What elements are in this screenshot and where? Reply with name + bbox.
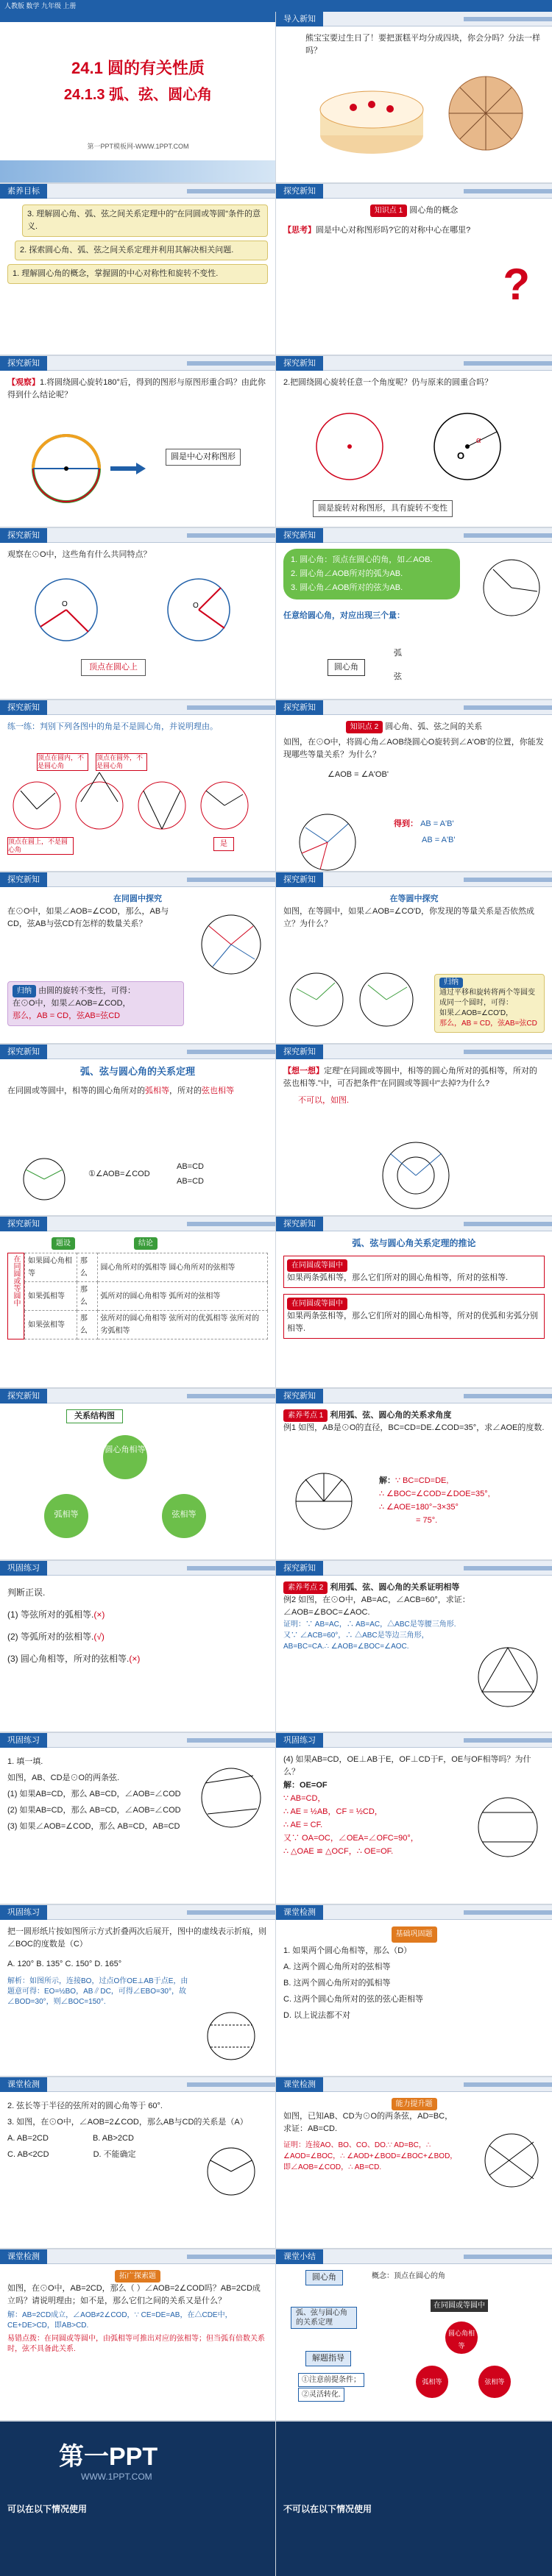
footer-brand: 第一PPT	[59, 2443, 158, 2471]
section-tag: 课堂检测	[276, 2077, 323, 2092]
quiz-4-proof: 证明：连接AO、BO、CO、DO.∵ AD=BC，∴ ∠AOD=∠BOC，∴ ∠AOD+∠BOD=∠BOC+∠BOD，即∠AOB=∠COD，∴ AB=CD.	[283, 2141, 458, 2171]
knowledge-point-badge: 知识点 2	[346, 721, 383, 733]
summary-step-1: ①注意前提条件；	[298, 2373, 364, 2387]
formula-2: AB=CD	[177, 1162, 204, 1171]
fill-4-diagram	[471, 1790, 545, 1864]
slide-relation[interactable]	[276, 700, 552, 871]
slide-equal-circles[interactable]	[276, 872, 552, 1043]
structure-node-3: 弦相等	[162, 1494, 206, 1538]
fill-4-line-5: ∴ △OAE ≌ △OCF，∴ OE=OF.	[283, 1847, 394, 1856]
slide-quiz-1[interactable]	[276, 1905, 552, 2076]
tf-item-3: (3) 圆心角相等，所对的弦相等.	[7, 1654, 130, 1664]
cake-slices-icon	[445, 73, 526, 154]
section-tag: 导入新知	[276, 12, 323, 26]
slide-definition[interactable]	[276, 528, 552, 699]
table-head-2: 结论	[134, 1237, 158, 1250]
observe-label: 【观察】	[7, 378, 40, 387]
slide-example-2[interactable]	[276, 1561, 552, 1732]
tf-question: 判断正误.	[7, 1587, 46, 1598]
summary-1: 通过平移和旋转将两个等圆变成同一个圆时，可得：	[439, 989, 535, 1007]
slide-table[interactable]	[0, 1217, 276, 1387]
slide-practice[interactable]	[0, 700, 276, 871]
footer-url: WWW.1PPT.COM	[81, 2472, 152, 2482]
slide-structure[interactable]	[0, 1389, 276, 1559]
summary-3: 那么，AB = CD，弦AB=弦CD	[439, 1020, 537, 1028]
slide-example-1[interactable]	[276, 1389, 552, 1559]
section-tag: 巩固练习	[276, 1733, 323, 1748]
section-tag: 素养目标	[0, 184, 47, 199]
fold-options: A. 120° B. 135° C. 150° D. 165°	[7, 1960, 122, 1968]
slide-extension[interactable]	[0, 2249, 276, 2420]
theorem-diagram	[7, 1153, 81, 1205]
think-text: 定理"在同圆或等圆中，相等的圆心角所对的弧相等，所对的弦也相等."中，可否把条件"在同圆或等圆中"去掉?为什么?	[283, 1067, 537, 1088]
same-circle-question: 在⊙O中，如果∠AOB=∠COD，那么，AB与CD，弦AB与弦CD有怎样的数量关系？	[7, 907, 169, 928]
example-2-diagram	[471, 1640, 545, 1714]
practice-circles	[7, 772, 269, 839]
theorem-text-2: ，所对的	[169, 1086, 202, 1095]
footer-right-title: 不可以在以下情况使用	[283, 2504, 372, 2514]
slide-subtitle: 24.1.3 弧、弦、圆心角	[63, 87, 213, 103]
quiz-3-option-d[interactable]: D. 不能确定	[93, 2150, 136, 2159]
tf-answer-2: (√)	[93, 1632, 105, 1642]
table-row: 如果弧相等 那么 弧所对的圆心角相等 弧所对的弦相等	[25, 1282, 268, 1311]
think-answer: 不可以，如图.	[298, 1096, 350, 1105]
fill-4-line-4: 又∵ OA=OC，∠OEA=∠OFC=90°，	[283, 1834, 419, 1843]
summary-concept: 概念：顶点在圆心的角	[372, 2272, 445, 2280]
corollary-2-head: 在同圆或等圆中	[287, 1298, 347, 1310]
footer-right[interactable]	[276, 2422, 552, 2576]
center-angle-node: 圆心角	[328, 659, 365, 676]
section-tag: 探究新知	[0, 528, 47, 543]
extension-note: 易错点拨：在同圆或等圆中，由弧相等可推出对应的弦相等；但当弧有倍数关系时，弦不具备此关系.	[7, 2335, 265, 2353]
section-tag: 课堂小结	[276, 2249, 323, 2264]
section-tag: 课堂检测	[0, 2249, 47, 2264]
rotation-conclusion: 圆是旋转对称图形，具有旋转不变性	[313, 500, 453, 517]
solution-3: ∴ ∠AOE=180°−3×35°	[379, 1503, 459, 1512]
knowledge-point-title: 圆心角的概念	[409, 206, 459, 215]
think-label: 【想一想】	[283, 1067, 324, 1075]
think-text: 圆是中心对称图形吗?它的对称中心在哪里?	[316, 226, 471, 235]
relation-question: 如图，在⊙O中，将圆心角∠AOB绕圆心O旋转到∠A'OB'的位置，你能发现哪些等量关系？为什么？	[283, 738, 544, 759]
chord-node: 弦	[394, 672, 402, 681]
slide-concept[interactable]	[276, 184, 552, 355]
summary-1: 由圆的旋转不变性，可得：	[38, 986, 136, 995]
slide-intro[interactable]	[276, 12, 552, 182]
section-tag: 探究新知	[276, 1389, 323, 1403]
conclusion-box: 圆是中心对称图形	[166, 449, 241, 466]
proof-text: 证明：∵ AB=AC，∴ AB=AC，△ABC是等腰三角形.又∵ ∠ACB=60°，∴ △ABC是等边三角形，AB=BC=CA.∴ ∠AOB=∠BOC=∠AOC.	[283, 1620, 456, 1651]
summary-head: 归纳	[13, 985, 36, 997]
section-tag: 探究新知	[276, 872, 323, 887]
theorem-chord: 弦也相等	[202, 1086, 234, 1095]
fold-solution: 解析：如图所示，连接BO，过点O作OE⊥AB于点E，由题意可得：EO=½BO，AB∥DC，可得∠EBO=30°，故∠BOD=30°，则∠BOC=150°.	[7, 1977, 188, 2006]
theorem-title: 弧、弦与圆心角的关系定理	[79, 1066, 195, 1077]
summary-box	[434, 974, 545, 1033]
quiz-4-diagram	[478, 2127, 545, 2193]
goal-1: 1. 理解圆心角的概念，掌握圆的中心对称性和旋转不变性.	[7, 264, 268, 284]
fill-4-sol: 解：OE=OF	[283, 1781, 328, 1790]
slide-fill[interactable]	[0, 1733, 276, 1904]
quiz-option-b[interactable]: B. 这两个圆心角所对的弧相等	[283, 1979, 391, 1988]
corollary-title: 弧、弦与圆心角关系定理的推论	[352, 1238, 476, 1248]
slide-summary[interactable]	[276, 2249, 552, 2420]
equation-2: AB = A'B'	[420, 819, 454, 828]
section-tag: 探究新知	[276, 356, 323, 371]
extension-question: 如图，在⊙O中，AB=2CD，那么（ ）∠AOB=2∠COD吗？AB=2CD成立吗？请说明理由；如不是，那么它们之间的关系又是什么？	[7, 2284, 261, 2305]
top-bar	[0, 0, 552, 12]
summary-2: 如果∠AOB=∠CO'D，	[439, 1009, 514, 1017]
theorem-arc: 弧相等	[145, 1086, 169, 1095]
section-tag: 课堂检测	[276, 1905, 323, 1920]
summary-tri-top: 在同圆或等圆中	[431, 2299, 488, 2312]
corollary-1: 如果两条弧相等，那么它们所对的圆心角相等，所对的弦相等.	[287, 1273, 509, 1282]
example-text: 例1 如图，AB是⊙O的直径，BC=CD=DE.∠COD=35°，求∠AOE的度数.	[283, 1423, 545, 1432]
example-tag: 素养考点 1	[283, 1409, 328, 1422]
table-head-1: 题设	[52, 1237, 75, 1250]
angle-alpha-label: α	[476, 436, 481, 445]
rotation-circle-diagram	[15, 428, 147, 509]
slide-fill-4[interactable]	[276, 1733, 552, 1904]
footer-left[interactable]	[0, 2422, 276, 2576]
summary-3: 那么，AB = CD，弦AB=弦CD	[13, 1011, 121, 1020]
section-tag: 探究新知	[276, 700, 323, 715]
summary-step-2: ②灵活转化.	[298, 2388, 344, 2402]
example-1-diagram	[283, 1468, 364, 1534]
quiz-badge: 拓广探索题	[115, 2270, 160, 2283]
observe-text: 1.将圆绕圆心旋转180°后，得到的图形与原图形重合吗？由此你得到什么结论呢？	[7, 378, 266, 399]
observe-question: 观察在⊙O中，这些角有什么共同特点？	[7, 550, 152, 559]
rotated-angle-diagram	[291, 809, 364, 871]
tf-item-2: (2) 等弧所对的弦相等.	[7, 1632, 94, 1642]
slide-theorem[interactable]	[0, 1045, 276, 1215]
example-text: 例2 如图，在⊙O中，AB=AC，∠ACB=60°，求证：∠AOB=∠BOC=∠AOC.	[283, 1595, 470, 1617]
tf-item-1: (1) 等弦所对的弧相等.	[7, 1609, 94, 1620]
example-title: 利用弧、弦、圆心角的关系证明相等	[330, 1583, 460, 1592]
note-1: 顶点在圆内，不是圆心角	[37, 753, 88, 771]
fill-4-question: (4) 如果AB=CD，OE⊥AB于E，OF⊥CD于F，OE与OF相等吗？为什么？	[283, 1755, 531, 1776]
relation-table	[24, 1253, 268, 1339]
equation-1: ∠AOB = ∠A'OB'	[328, 770, 389, 779]
knowledge-point-title: 圆心角、弧、弦之间的关系	[385, 722, 483, 731]
structure-node-1: 圆心角相等	[103, 1435, 147, 1479]
definition-3: 3. 圆心角∠AOB所对的弦为AB.	[291, 583, 403, 592]
rotation-circles-diagram	[283, 406, 534, 487]
same-circle-diagram	[194, 908, 268, 981]
note-2: 顶点在圆外，不是圆心角	[96, 753, 147, 771]
table-row: 如果弦相等 那么 弦所对的圆心角相等 弦所对的优弧相等 弦所对的劣弧相等	[25, 1311, 268, 1339]
slide-corollary[interactable]	[276, 1217, 552, 1387]
fill-intro: 如图，AB、CD是⊙O的两条弦.	[7, 1773, 120, 1782]
summary-head: 归纳	[439, 978, 463, 988]
section-tag: 探究新知	[276, 184, 323, 199]
quiz-option-a[interactable]: A. 这两个圆心角所对的弦相等	[283, 1963, 391, 1971]
summary-box	[7, 981, 184, 1026]
arc-node: 弧	[394, 649, 402, 658]
section-tag: 探究新知	[0, 872, 47, 887]
fill-4-line-3: ∴ AE = CF.	[283, 1821, 323, 1829]
summary-tri-3: 弦相等	[478, 2366, 511, 2398]
get-label: 得到：	[394, 819, 418, 828]
corollary-2: 如果两条弦相等，那么它们所对的圆心角相等，所对的优弧和劣弧分别相等.	[287, 1312, 538, 1333]
quiz-badge: 基础巩固题	[392, 1926, 437, 1943]
relation-title: 任意给圆心角，对应出现三个量：	[283, 611, 405, 620]
slide-fold[interactable]	[0, 1905, 276, 2076]
section-tag: 探究新知	[0, 1045, 47, 1059]
solution-1: ∵ BC=CD=DE,	[395, 1476, 449, 1485]
quiz-3-option-a[interactable]: A. AB=2CD	[7, 2134, 49, 2143]
equation-3: AB = A'B'	[422, 836, 456, 844]
summary-node-2: 弧、弦与圆心角的关系定理	[291, 2307, 357, 2329]
rotation-question: 2.把圆绕圆心旋转任意一个角度呢？仍与原来的圆重合吗？	[283, 378, 493, 387]
quiz-3-diagram	[202, 2142, 261, 2201]
definition-2: 2. 圆心角∠AOB所对的弧为AB.	[291, 569, 403, 578]
section-tag: 课堂检测	[0, 2077, 47, 2092]
definition-panel	[283, 549, 460, 599]
slide-footer-text: 第一PPT模板网-WWW.1PPT.COM	[87, 143, 189, 150]
quiz-3-option-c[interactable]: C. AB<2CD	[7, 2150, 49, 2159]
slide-think[interactable]	[276, 1045, 552, 1215]
footer-left-title: 可以在以下情况使用	[7, 2504, 88, 2514]
fill-1: (1) 如果AB=CD，那么 AB=CD，∠AOB=∠COD	[7, 1790, 181, 1798]
summary-2: 在⊙O中，如果∠AOB=∠COD，	[13, 999, 131, 1008]
slide-quiz-2[interactable]	[0, 2077, 276, 2248]
circle1-center-label: O	[62, 600, 68, 608]
structure-node-2: 弧相等	[44, 1494, 88, 1538]
slide-true-false[interactable]	[0, 1561, 276, 1732]
intro-text: 熊宝宝要过生日了！要把蛋糕平均分成四块，你会分吗？分法一样吗？	[305, 34, 540, 55]
fill-4-line-1: ∵ AB=CD，	[283, 1794, 326, 1803]
section-tag: 探究新知	[0, 700, 47, 715]
summary-node-3: 解题指导	[305, 2351, 351, 2366]
quiz-3-question: 3. 如图，在⊙O中，∠AOB=2∠COD，那么AB与CD的关系是（A）	[7, 2118, 248, 2127]
knowledge-point-badge: 知识点 1	[370, 204, 407, 217]
concentric-circles-diagram	[372, 1139, 460, 1212]
quiz-2-question: 2. 弦长等于半径的弦所对的圆心角等于 60°.	[7, 2102, 163, 2110]
fill-2: (2) 如果AB=CD，那么 AB=CD，∠AOB=∠COD	[7, 1806, 181, 1815]
quiz-option-d[interactable]: D. 以上说法都不对	[283, 2011, 351, 2020]
section-tag: 探究新知	[276, 1045, 323, 1059]
central-angles-diagram	[7, 569, 265, 650]
summary-tri-2: 弧相等	[416, 2366, 448, 2398]
center-o-label: O	[457, 450, 465, 461]
slide-quiz-4[interactable]	[276, 2077, 552, 2248]
slide-rotation[interactable]	[276, 356, 552, 527]
corollary-1-head: 在同圆或等圆中	[287, 1259, 347, 1272]
caption-box: 顶点在圆心上	[81, 659, 146, 676]
definition-circle	[478, 555, 545, 621]
circle2-center-label: O	[193, 602, 199, 610]
solution-4: = 75°.	[416, 1516, 438, 1525]
solution-head: 解：	[379, 1476, 395, 1485]
quiz-question: 1. 如果两个圆心角相等，那么（D）	[283, 1946, 412, 1955]
section-tag: 探究新知	[0, 1389, 47, 1403]
section-tag: 探究新知	[276, 528, 323, 543]
slide-observe[interactable]	[0, 356, 276, 527]
section-tag: 巩固练习	[0, 1561, 47, 1576]
section-tag: 探究新知	[276, 1217, 323, 1231]
definition-1: 1. 圆心角：顶点在圆心的角，如∠AOB.	[291, 555, 433, 564]
slide-title[interactable]	[0, 12, 276, 182]
goal-3: 3. 理解圆心角、弧、弦之间关系定理中的"在同圆或等圆"条件的意义.	[22, 204, 268, 237]
same-circle-title: 在同圆中探究	[113, 894, 162, 903]
fill-diagram	[194, 1761, 268, 1835]
summary-node-1: 圆心角	[305, 2270, 343, 2285]
example-tag: 素养考点 2	[283, 1581, 328, 1594]
table-row: 如果圆心角相等 那么 圆心角所对的弧相等 圆心角所对的弦相等	[25, 1253, 268, 1282]
cake-icon	[313, 77, 431, 157]
equal-circles-title: 在等圆中探究	[389, 894, 439, 903]
formula-3: AB=CD	[177, 1177, 204, 1186]
tf-answer-3: (×)	[129, 1654, 141, 1664]
equal-circles-diagram	[283, 967, 431, 1033]
solution-2: ∴ ∠BOC=∠COD=∠DOE=35°,	[379, 1490, 490, 1498]
top-bar-label: 人教版 数学 九年级 上册	[4, 2, 77, 10]
section-tag: 探究新知	[276, 1561, 323, 1576]
slide-title-heading: 24.1 圆的有关性质	[71, 59, 205, 77]
slide-same-circle[interactable]	[0, 872, 276, 1043]
fold-question: 把一圆形纸片按如图所示方式折叠两次后展开，图中的虚线表示折痕，则∠BOC的度数是（C）	[7, 1927, 266, 1949]
theorem-text-1: 在同圆或等圆中，相等的圆心角所对的	[7, 1086, 145, 1095]
fill-question: 1. 填一填.	[7, 1757, 43, 1766]
quiz-3-option-b[interactable]: B. AB>2CD	[92, 2134, 134, 2143]
slide-goals[interactable]	[0, 184, 276, 355]
slide-common-feature[interactable]	[0, 528, 276, 699]
section-tag: 探究新知	[0, 356, 47, 371]
tf-answer-1: (×)	[93, 1609, 105, 1620]
structure-title: 关系结构图	[66, 1409, 123, 1423]
note-4: 是	[213, 837, 234, 851]
formula-1: ①∠AOB=∠COD	[88, 1170, 150, 1178]
think-label: 【思考】	[283, 226, 316, 235]
note-3: 顶点在圆上，不是圆心角	[7, 837, 74, 855]
section-tag: 巩固练习	[0, 1733, 47, 1748]
fold-diagram	[202, 2007, 261, 2066]
question-mark-icon: ?	[503, 260, 530, 309]
section-tag: 探究新知	[0, 1217, 47, 1231]
quiz-option-c[interactable]: C. 这两个圆心角所对的弦的弦心距相等	[283, 1995, 424, 2004]
quiz-badge: 能力提升题	[392, 2098, 437, 2110]
goal-2: 2. 探索圆心角、弧、弦之间关系定理并利用其解决相关问题.	[15, 241, 268, 260]
summary-tri-1: 圆心角相等	[445, 2321, 478, 2354]
table-side-label: 在同圆或等圆中	[7, 1253, 24, 1339]
equal-circles-question: 如图，在等圆中，如果∠AOB=∠CO'D，你发现的等量关系是否依然成立？为什么？	[283, 907, 535, 928]
extension-solution: 解：AB=2CD成立，∠AOB≠2∠COD，∵ CE=DE=AB，在△CDE中，CE+DE>CD，即AB>CD.	[7, 2311, 233, 2330]
section-tag: 巩固练习	[0, 1905, 47, 1920]
slide-grid	[0, 12, 552, 2576]
quiz-4-question: 如图，已知AB、CD为⊙O的两条弦，AD=BC，求证：AB=CD.	[283, 2112, 453, 2133]
practice-text: 练一练：判别下列各图中的角是不是圆心角，并说明理由。	[7, 722, 218, 731]
fill-3: (3) 如果∠AOB=∠COD，那么 AB=CD，AB=CD	[7, 1822, 180, 1831]
example-title: 利用弧、弦、圆心角的关系求角度	[330, 1411, 452, 1420]
fill-4-line-2: ∴ AE = ½AB，CF = ½CD，	[283, 1807, 383, 1816]
